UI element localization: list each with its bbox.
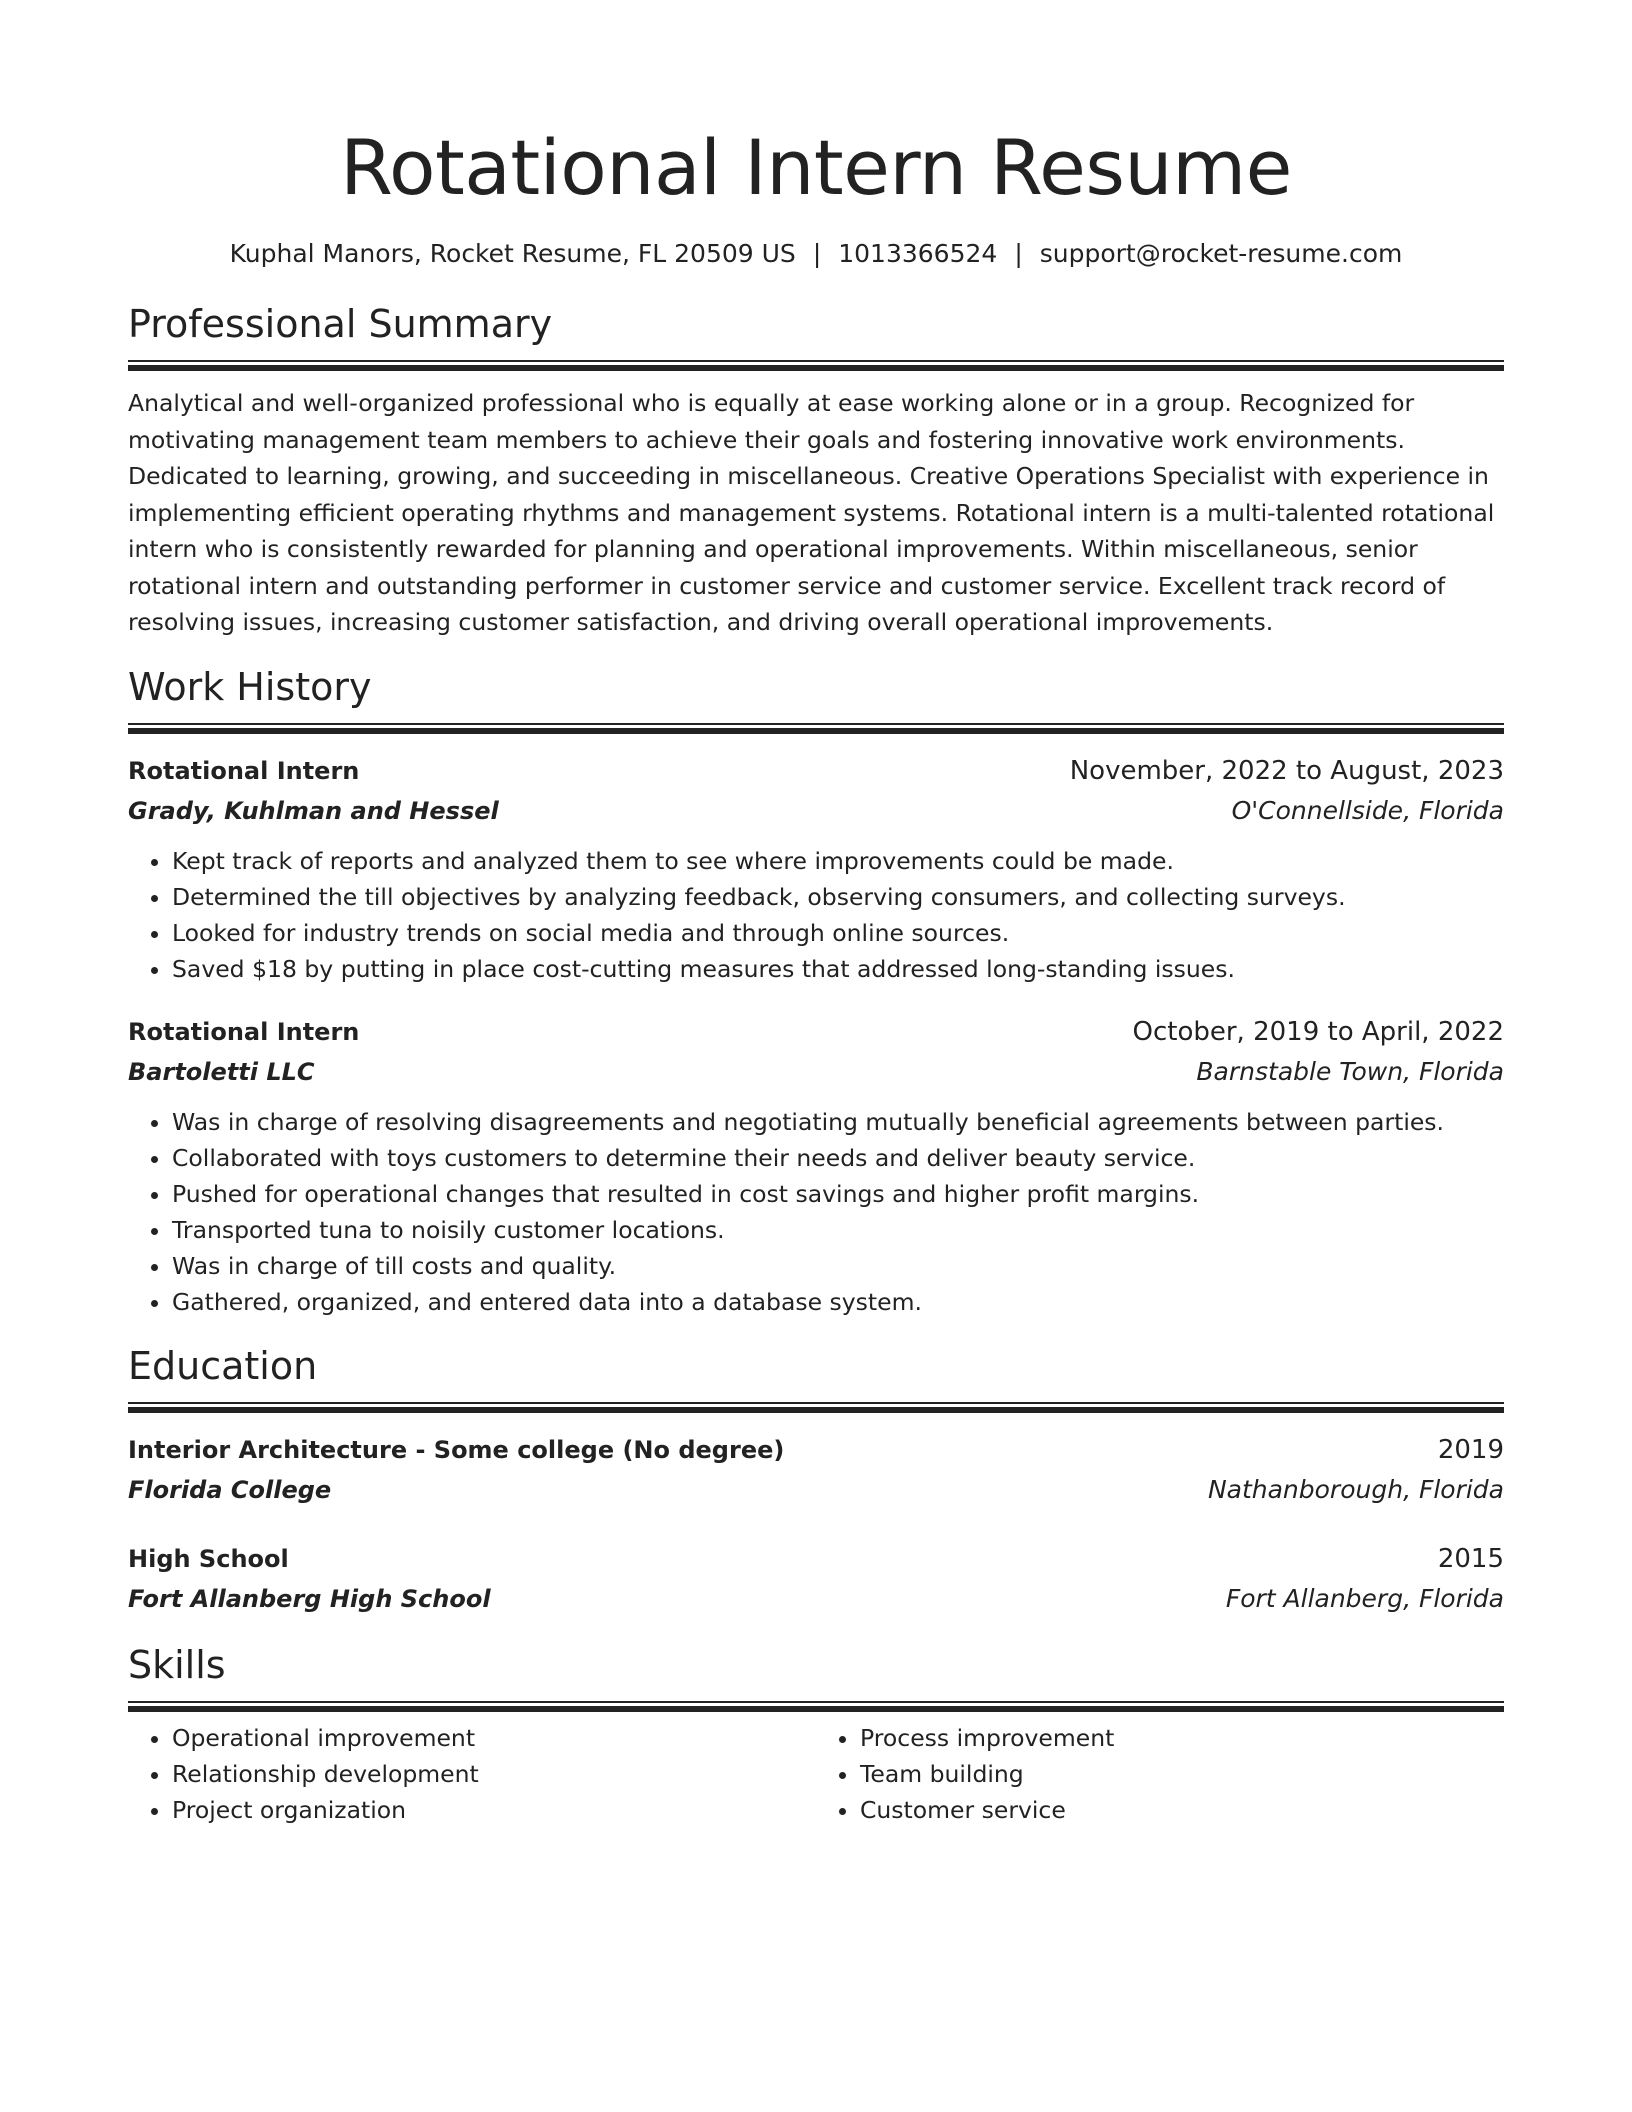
education-header-row — [128, 1540, 1504, 1579]
job-entry — [128, 752, 1504, 987]
resume-title: Rotational Intern Resume — [340, 123, 1292, 212]
job-role: Rotational Intern — [128, 1017, 360, 1046]
job-bullet: • Looked for industry trends on social media and through online sources. — [172, 915, 1504, 951]
job-bullet: • Transported tuna to noisily customer locations. — [172, 1212, 1504, 1248]
job-bullet: • Was in charge of till costs and quality. — [172, 1248, 1504, 1284]
job-company-row — [128, 791, 1504, 831]
job-header-row — [128, 752, 1504, 791]
job-role: Rotational Intern — [128, 756, 360, 785]
job-dates: November, 2022 to August, 2023 — [1069, 755, 1504, 786]
contact-separator: | — [812, 239, 822, 268]
contact-separator: | — [1014, 239, 1023, 268]
education-school: Florida College — [128, 1475, 332, 1504]
phone: 1013366524 — [838, 239, 998, 268]
education-entry — [128, 1540, 1504, 1619]
job-company: Bartoletti LLC — [128, 1057, 315, 1086]
section-divider — [128, 1402, 1504, 1413]
work-history-section — [128, 661, 1504, 1320]
skills-list-left — [128, 1720, 816, 1828]
section-divider — [128, 723, 1504, 734]
skill-item: • Project organization — [172, 1792, 816, 1828]
skill-item: • Relationship development — [172, 1756, 816, 1792]
section-title-education: Education — [128, 1343, 318, 1388]
skill-item: • Operational improvement — [172, 1720, 816, 1756]
education-school: Fort Allanberg High School — [128, 1584, 491, 1613]
job-bullet: • Gathered, organized, and entered data into a database system. — [172, 1284, 1504, 1320]
education-school-row — [128, 1579, 1504, 1619]
summary-text: Analytical and well-organized professional who is equally at ease working alone or in a group. Recognized for motivating management team members to achieve their goals and fostering innovative work environments. Dedicated to learning, growing, and succeeding in miscellaneous. Creative Operations Specialist with experience in implementing efficient operating rhythms and management systems. Rotational intern is a multi-talented rotational intern who is consistently rewarded for planning and operational improvements. Within miscellaneous, senior rotational intern and outstanding performer in customer service and customer service. Excellent track record of resolving issues, increasing customer satisfaction, and driving overall operational improvements. — [128, 389, 1495, 636]
education-year: 2019 — [1437, 1434, 1504, 1465]
skill-item: • Team building — [860, 1756, 1504, 1792]
job-dates: October, 2019 to April, 2022 — [1132, 1016, 1504, 1047]
section-title-work: Work History — [128, 664, 372, 709]
section-divider — [128, 1701, 1504, 1712]
education-entry — [128, 1431, 1504, 1510]
address: Kuphal Manors, Rocket Resume, FL 20509 US — [229, 239, 796, 268]
section-divider — [128, 360, 1504, 371]
skills-list-right — [816, 1720, 1504, 1828]
summary-section — [128, 298, 1504, 641]
job-bullet: • Collaborated with toys customers to determine their needs and deliver beauty service. — [172, 1140, 1504, 1176]
education-year: 2015 — [1437, 1543, 1504, 1574]
job-bullets — [128, 843, 1504, 987]
job-location: O'Connellside, Florida — [1231, 795, 1504, 825]
job-location: Barnstable Town, Florida — [1196, 1056, 1504, 1086]
job-entry — [128, 1013, 1504, 1320]
job-company: Grady, Kuhlman and Hessel — [128, 796, 499, 825]
section-title-summary: Professional Summary — [128, 302, 553, 346]
contact-line — [128, 236, 1504, 272]
skill-item: • Customer service — [860, 1792, 1504, 1828]
education-location: Nathanborough, Florida — [1207, 1474, 1504, 1504]
education-school-row — [128, 1470, 1504, 1510]
skills-columns — [128, 1720, 1504, 1828]
skill-item: • Process improvement — [860, 1720, 1504, 1756]
job-bullet: • Was in charge of resolving disagreements and negotiating mutually beneficial agreements between parties. — [172, 1104, 1504, 1140]
education-section — [128, 1340, 1504, 1619]
education-header-row — [128, 1431, 1504, 1470]
job-bullets — [128, 1104, 1504, 1320]
education-degree: High School — [128, 1544, 289, 1573]
job-bullet: • Determined the till objectives by analyzing feedback, observing consumers, and collecting surveys. — [172, 879, 1504, 915]
skills-section — [128, 1639, 1504, 1828]
job-bullet: • Saved $18 by putting in place cost-cutting measures that addressed long-standing issues. — [172, 951, 1504, 987]
education-degree: Interior Architecture - Some college (No degree) — [128, 1435, 785, 1464]
section-title-skills: Skills — [128, 1642, 226, 1687]
education-location: Fort Allanberg, Florida — [1225, 1583, 1504, 1613]
job-bullet: • Pushed for operational changes that resulted in cost savings and higher profit margins. — [172, 1176, 1504, 1212]
job-bullet: • Kept track of reports and analyzed them to see where improvements could be made. — [172, 843, 1504, 879]
job-company-row — [128, 1052, 1504, 1092]
job-header-row — [128, 1013, 1504, 1052]
email: support@rocket-resume.com — [1039, 239, 1403, 268]
